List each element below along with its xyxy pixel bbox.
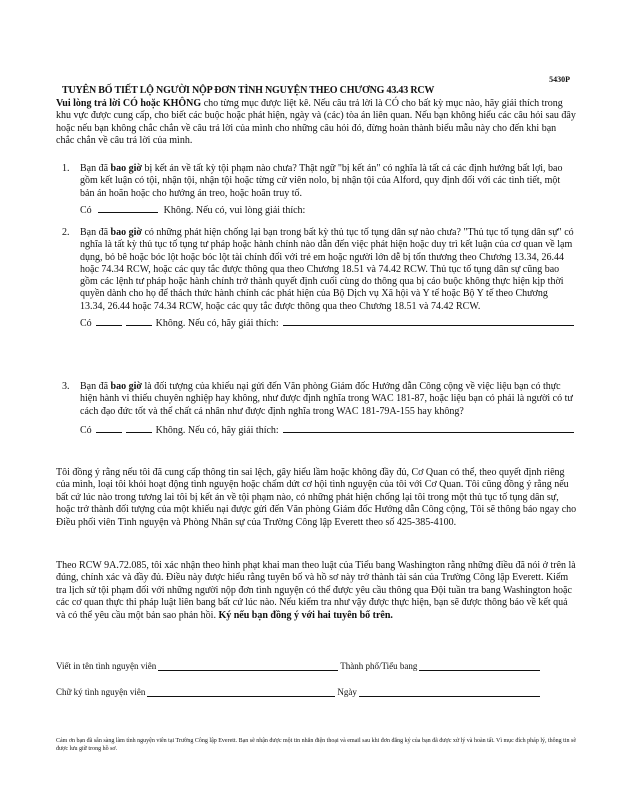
footnote: Cảm ơn bạn đã sẵn sàng làm tình nguyện viên tại Trường Công lập Everett. Bạn sẽ nhận được một tin nhắn điện thoại và email sau khi đơn đăng ký của bạn đã được xử lý và hoàn tất. Vì mục đích pháp lý, thông tin sẽ được lưu giữ trong hồ sơ. (56, 738, 576, 752)
city-state-field[interactable] (419, 660, 540, 671)
signature-field[interactable] (147, 686, 335, 697)
no-label: Không. Nếu có, hãy giải thích: (155, 318, 279, 330)
form-title: TUYÊN BỐ TIẾT LỘ NGƯỜI NỘP ĐƠN TÌNH NGUYỆN THEO CHƯƠNG 43.43 RCW (62, 85, 435, 96)
agreement-paragraph: Tôi đồng ý rằng nếu tôi đã cung cấp thông tin sai lệch, gây hiểu lầm hoặc không đầy đủ, Cơ Quan có thể, theo quyết định riêng của mình, loại tôi khỏi hoạt động tình nguyện hoặc chấm dứt cơ hội tình nguyện của tôi với Cơ Quan. Tôi cũng đồng ý rằng nếu bất cứ lúc nào trong tương lai tôi bị kết án về tội phạm nào, có những phát hiện chống lại tôi trong một thủ tục tố tụng dân sự, hoặc trở thành đối tượng của một khiếu nại được gửi đến Văn phòng Giám đốc Hướng dẫn Công cộng, Tôi sẽ thông báo ngay cho Điều phối viên Tình nguyện và Phòng Nhân sự của Trường Công lập Everett theo số 425-385-4100. (56, 467, 577, 528)
question-number: 1. (62, 163, 70, 174)
no-label: Không. Nếu có, vui lòng giải thích: (163, 204, 306, 216)
question-bold: bao giờ (110, 381, 142, 392)
yes-answer-line[interactable] (96, 315, 122, 326)
question-number: 2. (62, 227, 70, 238)
question-text-rest: là đối tượng của khiếu nại gửi đến Văn phòng Giám đốc Hướng dẫn Công cộng về việc liệu bạn có thực hiện hành vi thiếu chuyên nghiệp hay không, như được định nghĩa trong WAC 181-87, hoặc liệu bạn có phải là người có tư cách đạo đức tốt và thể chất cá nhân như được định nghĩa trong WAC 181-79A-155 hay không? (80, 381, 573, 417)
certification-paragraph (56, 560, 578, 622)
question-text-rest: bị kết án về tất kỳ tội phạm nào chưa? Thật ngữ "bị kết án" có nghĩa là tất cả các định hướng bất lợi, bao gồm kết luận có tội, nhận tội, nhận tội hoặc từng cử viên nolo, bị nhận tội của Alford, quy định đối với các tình tiết, một bản án hoãn hoặc cho hướng án treo, hoặc hoãn truy tố. (80, 163, 563, 199)
answer-row (80, 422, 574, 437)
no-label: Không. Nếu có, hãy giải thích: (155, 424, 279, 436)
question-2 (62, 227, 574, 330)
question-text: Bạn đã (80, 381, 111, 392)
intro-text: cho từng mục được liệt kê. Nếu câu trả lời là CÓ cho bất kỳ mục nào, hãy giải thích trong khu vực được cung cấp, cho biết các buộc hoặc phát hiện, ngày và (các) tòa án liên quan. Nếu bạn không hiểu các câu hỏi sau đây hoặc nếu bạn không chắc chắn về câu trả lời của mình cho những câu hỏi đó, đừng hoàn thành biểu mẫu này cho đến khi bạn chắc chắn về câu trả lời của mình. (56, 98, 576, 146)
answer-row (80, 315, 574, 330)
question-1 (62, 163, 574, 217)
yes-label: Có (80, 318, 92, 330)
date-label: Ngày (337, 687, 357, 697)
yes-answer-line[interactable] (98, 202, 158, 213)
question-number: 3. (62, 381, 70, 392)
signature-row (56, 686, 576, 697)
answer-row (80, 202, 574, 217)
no-answer-line[interactable] (126, 422, 152, 433)
intro-instructions (56, 98, 576, 147)
question-text-rest: có những phát hiện chống lại bạn trong bất kỳ thủ tục tố tụng dân sự nào chưa? "Thủ tục tố tụng dân sự" có nghĩa là tất kỳ thủ tục tố tụng tư pháp hoặc hành chính nào dẫn đến việc phát hiện hoặc duy trì kết luận của cơ quan về lạm dụng, bỏ bê hoặc bóc lột hoặc bóc lột tài chính đối với trẻ em hoặc người lớn dễ bị tổn thương theo Chương 13.34, 26.44 hoặc 74.34 RCW, hoặc các quy tắc được thông qua theo Chương 18.51 và 74.42 RCW. Thủ tục tố tụng dân sự cũng bao gồm các lệnh tư pháp hoặc hành chính trở thành quyết định cuối cùng do thông qua bị cáo buộc không thực hiện kịp thời quyền dành cho họ để thách thức hành chính các phát hiện của Bộ Dịch vụ Xã hội và Y tế hoặc Bộ Y tế theo Chương 13.34, 26.44 hoặc 74.34 RCW, hoặc các quy tắc được thông qua theo Chương 18.51 và 74.42 RCW. (80, 227, 574, 312)
question-3 (62, 381, 574, 437)
explanation-line[interactable] (283, 422, 574, 433)
print-name-label: Viết in tên tình nguyện viên (56, 661, 157, 671)
question-bold: bao giờ (110, 227, 142, 238)
question-bold: bao giờ (110, 163, 142, 174)
yes-answer-line[interactable] (96, 422, 122, 433)
certification-bold: Ký nếu bạn đồng ý với hai tuyên bố trên. (218, 609, 393, 621)
certification-text: Theo RCW 9A.72.085, tôi xác nhận theo hình phạt khai man theo luật của Tiểu bang Washington rằng những điều đã nói ở trên là đúng, chính xác và đầy đủ. Điều này được hiểu rằng tuyên bố và hồ sơ này trở thành tài sản của Trường Công lập Everett. Kiểm tra lịch sử tội phạm đối với những người nộp đơn tình nguyện có thể được yêu cầu thông qua Đội tuần tra bang Washington hoặc các cơ quan thực thi pháp luật liên bang bất cứ lúc nào. Nếu kiểm tra như vậy được thực hiện, bạn sẽ được thông báo về kết quả và có thể yêu cầu một bản sao phản hồi. (56, 560, 576, 621)
signature-label: Chữ ký tình nguyện viên (56, 687, 146, 697)
city-state-label: Thành phố/Tiểu bang (340, 661, 418, 671)
yes-label: Có (80, 424, 92, 436)
yes-label: Có (80, 204, 92, 216)
question-text: Bạn đã (80, 227, 111, 238)
form-number: 5430P (549, 75, 570, 84)
date-field[interactable] (359, 686, 540, 697)
no-answer-line[interactable] (126, 315, 152, 326)
print-name-row (56, 660, 576, 671)
question-text: Bạn đã (80, 163, 111, 174)
print-name-field[interactable] (158, 660, 338, 671)
explanation-line[interactable] (283, 315, 574, 326)
intro-lead: Vui lòng trả lời CÓ hoặc KHÔNG (56, 98, 202, 109)
